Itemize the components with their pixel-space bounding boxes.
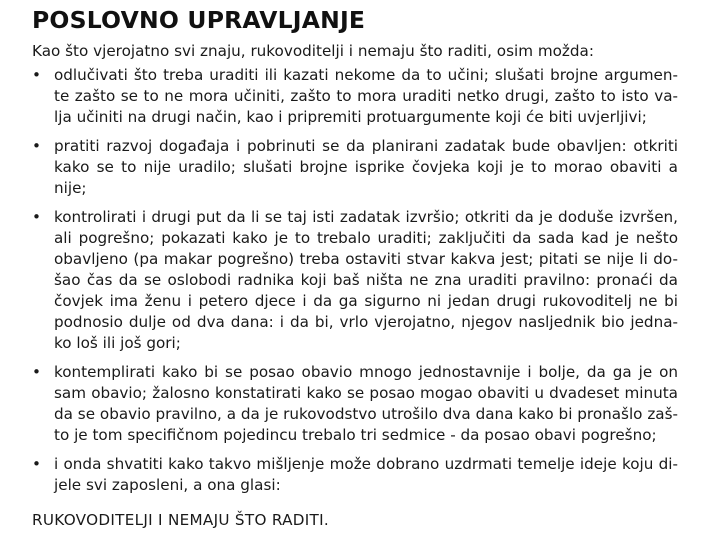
bullet-text-line: odlučivati što treba uraditi ili kazati nekome da to učini; slušati brojne argumen- bbox=[54, 66, 678, 84]
bullet-dot-icon: • bbox=[32, 363, 41, 381]
bullet-text-line: podnosio dulje od dva dana: i da bi, vrlo vjerojatno, njegov nasljednik bio jedna- bbox=[54, 313, 678, 331]
bullet-list bbox=[32, 65, 678, 496]
bullet-text-line: obavljeno (pa makar pogrešno) treba ostaviti stvar kakva jest; pitati se nije li do- bbox=[54, 250, 678, 268]
bullet-text-line: to je tom specifičnom pojedincu trebalo tri sedmice - da posao obavi pogrešno; bbox=[54, 426, 657, 444]
bullet-text-line: čovjek ima ženu i petero djece i da ga sigurno ni jedan drugi rukovoditelj ne bi bbox=[54, 292, 678, 310]
bullet-text-line: da se obavio pravilno, a da je rukovodstvo utrošilo dva dana kako bi pronašlo zaš- bbox=[54, 405, 678, 423]
conclusion-text: RUKOVODITELJI I NEMAJU ŠTO RADITI. bbox=[32, 511, 330, 529]
document-page bbox=[32, 4, 678, 546]
bullet-text-line: jele svi zaposleni, a ona glasi: bbox=[54, 476, 281, 494]
bullet-item bbox=[32, 136, 678, 199]
bullet-text-line: ko loš ili još gori; bbox=[54, 334, 181, 352]
bullet-text-line: i onda shvatiti kako takvo mišljenje može dobrano uzdrmati temelje ideje koju di- bbox=[54, 455, 678, 473]
bullet-text-line: ali pogrešno; pokazati kako je to trebalo uraditi; zaključiti da sada kad je nešto bbox=[54, 229, 678, 247]
bullet-item bbox=[32, 207, 678, 354]
bullet-dot-icon: • bbox=[32, 137, 41, 155]
bullet-dot-icon: • bbox=[32, 208, 41, 226]
bullet-item bbox=[32, 454, 678, 496]
bullet-text-line: pratiti razvoj događaja i pobrinuti se da planirani zadatak bude obavljen: otkriti bbox=[54, 137, 678, 155]
bullet-dot-icon: • bbox=[32, 66, 41, 84]
bullet-item bbox=[32, 65, 678, 128]
intro-paragraph: Kao što vjerojatno svi znaju, rukovoditelji i nemaju što raditi, osim možda: bbox=[32, 42, 594, 60]
bullet-text-line: šao čas da se oslobodi radnika koji baš ništa ne zna uraditi pravilno: pronaći da bbox=[54, 271, 678, 289]
bullet-text-line: lja učiniti na drugi način, kao i pripremiti protuargumente koji će biti uvjerljivi; bbox=[54, 108, 647, 126]
bullet-text-line: kontemplirati kako bi se posao obavio mnogo jednostavnije i bolje, da ga je on bbox=[54, 363, 678, 381]
bullet-text-line: kako se to nije uradilo; slušati brojne isprike čovjeka koji je to morao obaviti a bbox=[54, 158, 678, 176]
bullet-item bbox=[32, 362, 678, 446]
bullet-text-line: kontrolirati i drugi put da li se taj isti zadatak izvršio; otkriti da je doduše izvršen, bbox=[54, 208, 678, 226]
bullet-text-line: te zašto se to ne mora učiniti, zašto to mora uraditi netko drugi, zašto to isto va- bbox=[54, 87, 678, 105]
bullet-dot-icon: • bbox=[32, 455, 41, 473]
page-title: POSLOVNO UPRAVLJANJE bbox=[32, 6, 366, 34]
bullet-text-line: sam obavio; žalosno konstatirati kako se posao mogao obaviti u dvadeset minuta bbox=[54, 384, 678, 402]
bullet-text-line: nije; bbox=[54, 179, 87, 197]
